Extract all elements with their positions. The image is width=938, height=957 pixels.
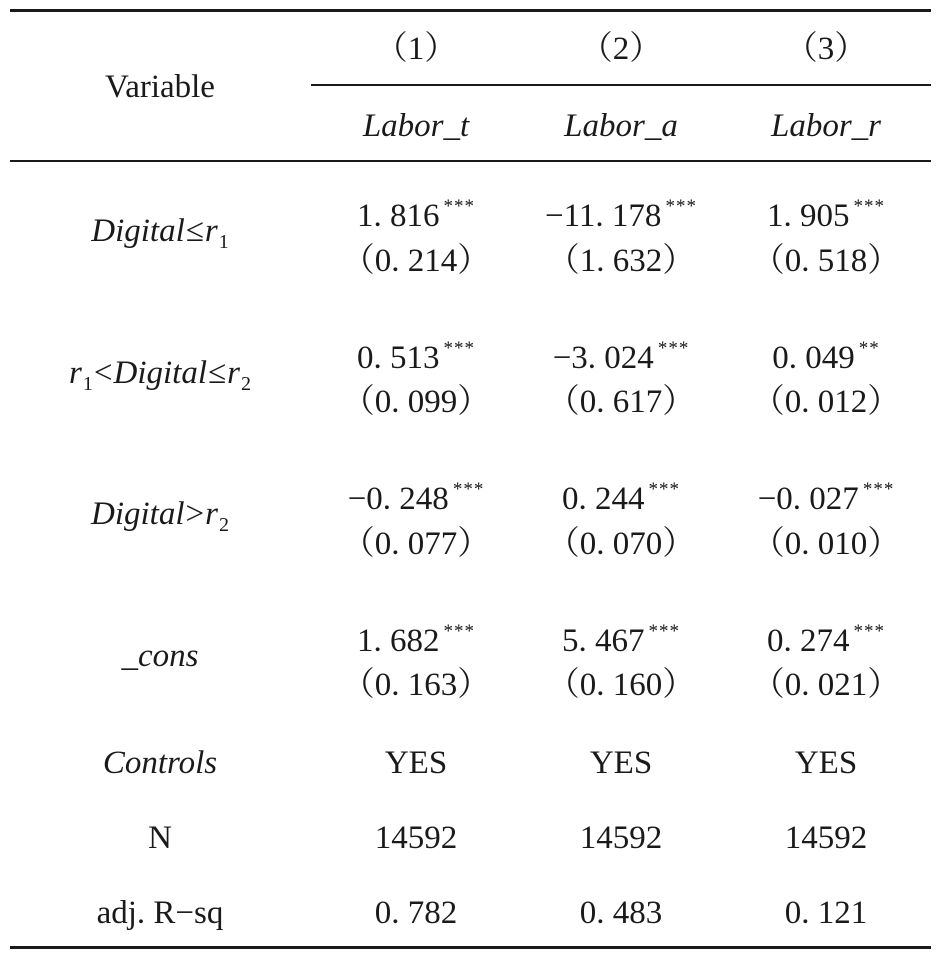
- coef-r1-m1: 1. 816 ***: [357, 196, 475, 234]
- coef-cons-m2: 5. 467 ***: [562, 621, 680, 659]
- coef-r1-m3: 1. 905 ***: [767, 196, 885, 234]
- se-r2-m2: （0. 617）: [546, 384, 696, 420]
- dep-var-3: Labor_r: [770, 108, 882, 144]
- coef-r3-m1: −0. 248 ***: [347, 479, 485, 517]
- coef-r2-m2: −3. 024 ***: [552, 338, 690, 376]
- se-r1-m3: （0. 518）: [751, 243, 901, 279]
- dep-var-1: Labor_t: [362, 108, 470, 144]
- se-cons-m3: （0. 021）: [751, 667, 901, 703]
- table-bottom-rule: [10, 946, 931, 949]
- n-m3: 14592: [784, 820, 868, 856]
- model-number-1: （1）: [374, 31, 458, 67]
- row-label-n: N: [148, 820, 172, 856]
- controls-m1: YES: [384, 745, 448, 781]
- model-number-2: （2）: [579, 31, 663, 67]
- n-m2: 14592: [579, 820, 663, 856]
- coef-cons-m1: 1. 682 ***: [357, 621, 475, 659]
- adjr2-m2: 0. 483: [579, 895, 663, 931]
- se-r2-m1: （0. 099）: [341, 384, 491, 420]
- row-label-adj-r-sq: adj. R−sq: [96, 895, 224, 931]
- coef-cons-m3: 0. 274 ***: [767, 621, 885, 659]
- coef-r3-m2: 0. 244 ***: [562, 479, 680, 517]
- se-r2-m3: （0. 012）: [751, 384, 901, 420]
- dep-var-2: Labor_a: [564, 108, 678, 144]
- coef-r3-m3: −0. 027 ***: [757, 479, 895, 517]
- header-bottom-rule: [10, 160, 931, 162]
- coef-r2-m3: 0. 049 **: [772, 338, 880, 376]
- n-m1: 14592: [374, 820, 458, 856]
- se-r3-m3: （0. 010）: [751, 526, 901, 562]
- se-r1-m1: （0. 214）: [341, 243, 491, 279]
- se-cons-m1: （0. 163）: [341, 667, 491, 703]
- table-top-rule: [10, 9, 931, 12]
- se-r1-m2: （1. 632）: [546, 243, 696, 279]
- coef-r2-m1: 0. 513 ***: [357, 338, 475, 376]
- controls-m3: YES: [794, 745, 858, 781]
- row-label-digital-gt-r2: $Digital>r_2$: [91, 496, 229, 536]
- se-cons-m2: （0. 160）: [546, 667, 696, 703]
- se-r3-m2: （0. 070）: [546, 526, 696, 562]
- adjr2-m1: 0. 782: [374, 895, 458, 931]
- row-label-controls: Controls: [102, 745, 218, 781]
- variable-header: Variable: [105, 69, 215, 105]
- row-label-r1-lt-digital-le-r2: $r_1<Digital\le r_2$: [69, 355, 251, 395]
- row-label-cons: _cons: [121, 638, 199, 674]
- row-label-digital-le-r1: $Digital\le r_1$: [91, 213, 229, 253]
- coef-r1-m2: −11. 178 ***: [545, 196, 697, 234]
- model-number-3: （3）: [784, 31, 868, 67]
- adjr2-m3: 0. 121: [784, 895, 868, 931]
- model-group-rule: [311, 84, 931, 86]
- se-r3-m1: （0. 077）: [341, 526, 491, 562]
- controls-m2: YES: [589, 745, 653, 781]
